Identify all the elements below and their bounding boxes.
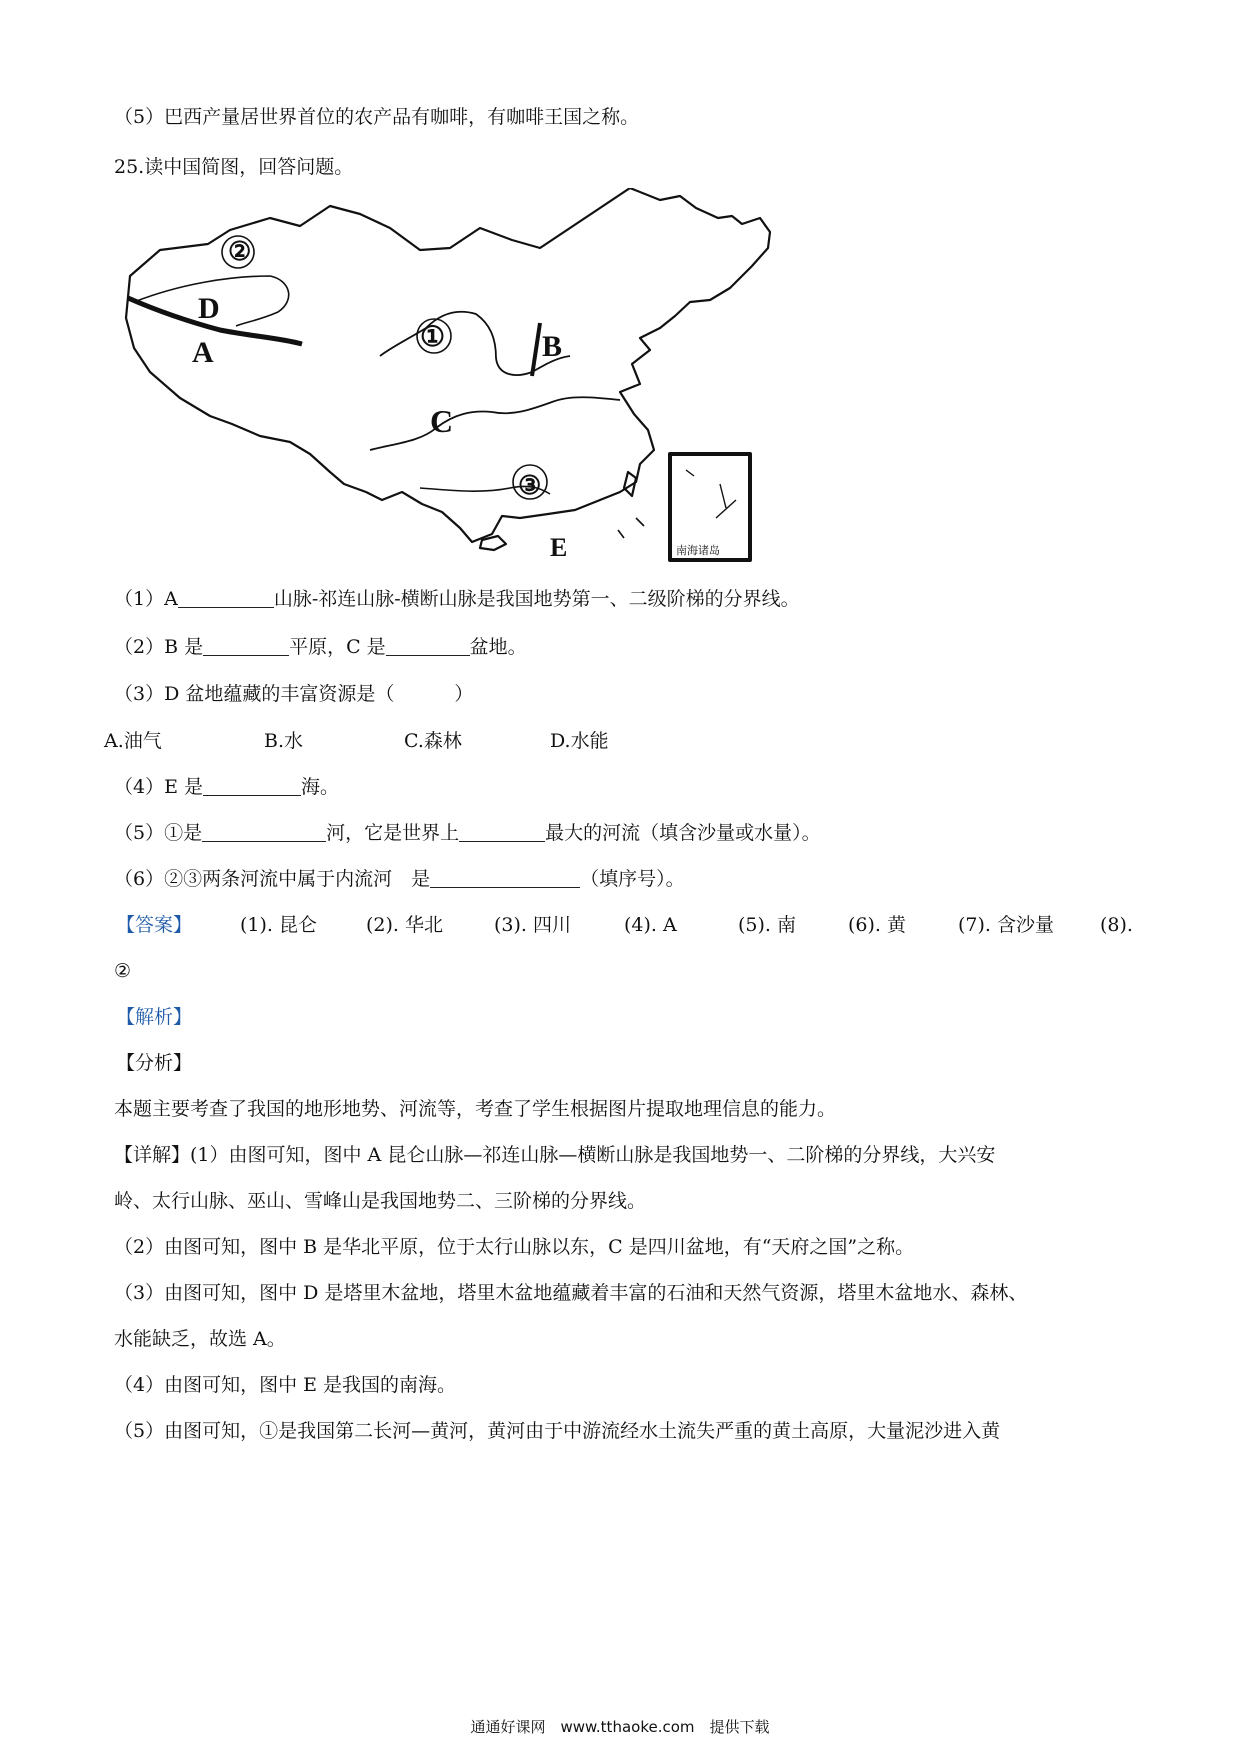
map-label-1: ① [420,322,446,353]
detail-label: 【详解】 [114,1144,191,1166]
q5-blank-2[interactable] [459,821,545,842]
option-b[interactable]: B.水 [264,730,304,752]
map-label-e: E [550,533,568,562]
map-label-2: ② [228,237,252,266]
q2-blank-b[interactable] [203,635,289,656]
q6-blank[interactable] [430,867,580,888]
detail-p3a: （3）由图可知，图中 D 是塔里木盆地，塔里木盆地蕴藏着丰富的石油和天然气资源，塔里木盆地水、森林、 [114,1282,1028,1304]
map-label-c: C [430,403,454,439]
detail-p5: （5）由图可知，①是我国第二长河—黄河，黄河由于中游流经水土流失严重的黄土高原，大量泥沙进入黄 [114,1420,1001,1442]
q2-blank-c[interactable] [386,635,470,656]
q2-part-a: （2）B 是 [114,636,204,658]
page-footer: 通通好课网 www.tthaoke.com 提供下载 [470,1718,770,1736]
question-title: 25.读中国简图，回答问题。 [114,156,354,178]
q1-prefix: （1）A [114,588,178,610]
map-label-3: ③ [518,471,542,500]
south-sea-islands [686,470,736,518]
q2-part-b: 平原，C 是 [289,636,386,658]
q5-part-a: （5）①是 [114,822,203,844]
q4-part-b: 海。 [301,776,340,798]
q6 [114,866,685,892]
q5-part-b: 河，它是世界上 [326,822,460,844]
option-c[interactable]: C.森林 [404,730,462,752]
q6-part-b: （填序号）。 [580,868,685,890]
answer-4: (4). A [624,914,677,936]
taiwan-island [624,472,636,496]
q5-blank-1[interactable] [202,821,326,842]
answer-2: (2). 华北 [366,914,443,936]
q5-part-c: 最大的河流（填含沙量或水量）。 [545,822,821,844]
detail-p1a [114,1142,995,1168]
detail-p1a-text: (1）由图可知，图中 A 昆仑山脉—祁连山脉—横断山脉是我国地势一、二阶梯的分界线，大兴安 [190,1144,996,1166]
q3 [114,681,473,707]
detail-p2: （2）由图可知，图中 B 是华北平原，位于太行山脉以东，C 是四川盆地，有“天府之国”之称。 [114,1236,915,1258]
q4 [114,774,339,800]
q3-close: ） [454,683,474,705]
answer-label: 【答案】 [116,914,193,936]
answer-6: (6). 黄 [848,914,906,936]
yangtze-river [370,397,620,450]
detail-p4: （4）由图可知，图中 E 是我国的南海。 [114,1374,457,1396]
fenxi-text: 本题主要考查了我国的地形地势、河流等，考查了学生根据图片提取地理信息的能力。 [114,1098,837,1120]
option-a[interactable]: A.油气 [104,730,162,752]
q1 [114,586,800,612]
q1-blank[interactable] [178,587,274,608]
answer-items [240,912,1140,938]
q4-blank[interactable] [203,775,301,796]
q6-part-a: （6）②③两条河流中属于内流河 是 [114,868,431,890]
q5 [114,820,821,846]
q4-part-a: （4）E 是 [114,776,203,798]
inset-caption: 南海诸岛 [676,545,720,557]
map-label-a: A [192,336,214,369]
prev-item-5: （5）巴西产量居世界首位的农产品有咖啡，有咖啡王国之称。 [114,106,640,128]
q1-suffix: 山脉-祁连山脉-横断山脉是我国地势第一、二级阶梯的分界线。 [273,588,800,610]
answer-1: (1). 昆仑 [240,914,317,936]
answer-8: (8). [1100,914,1133,936]
option-d[interactable]: D.水能 [550,730,609,752]
answer-5: (5). 南 [738,914,796,936]
fenxi-label: 【分析】 [116,1052,193,1074]
q3-text: （3）D 盆地蕴藏的丰富资源是（ [114,683,395,705]
answer-8-value: ② [114,960,132,982]
answer-3: (3). 四川 [494,914,571,936]
analysis-label: 【解析】 [116,1006,193,1028]
q2 [114,634,527,660]
detail-p1b: 岭、太行山脉、巫山、雪峰山是我国地势二、三阶梯的分界线。 [114,1190,647,1212]
detail-p3b: 水能缺乏，故选 A。 [114,1328,286,1350]
answer-7: (7). 含沙量 [958,914,1054,936]
q3-options [104,728,704,754]
china-map [120,188,860,648]
china-outline [126,188,770,542]
map-label-b: B [542,330,563,363]
q2-part-c: 盆地。 [469,636,527,658]
map-label-d: D [198,292,220,325]
